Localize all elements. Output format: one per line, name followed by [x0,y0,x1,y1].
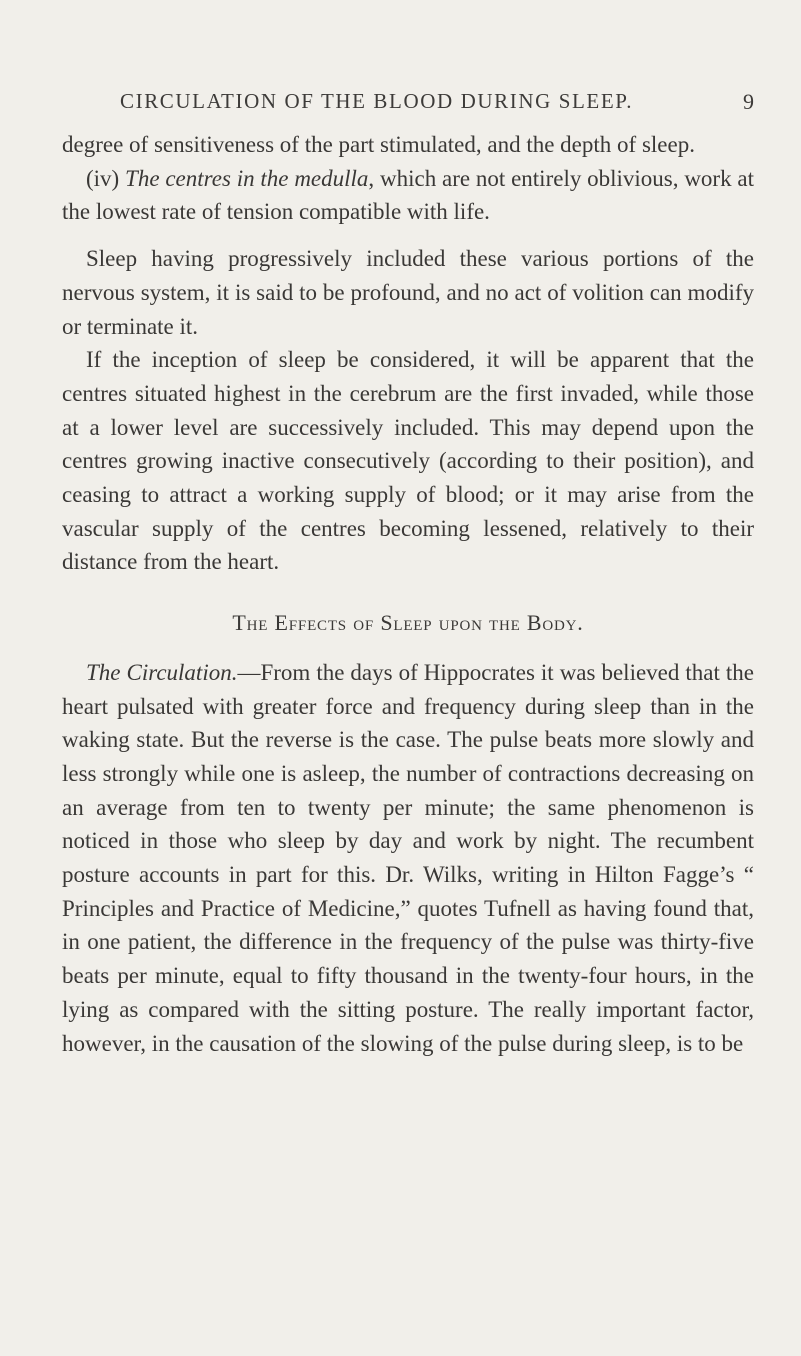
page-number: 9 [743,89,754,114]
paragraph-2-text: , which are not entirely oblivious, work at the lowest rate of tension compatible with life. [62,165,754,225]
paragraph-3: Sleep having progressively included these various portions of the nervous system, it is said to be profound, and no act of volition can modify or terminate it. [62,246,754,339]
subsection-title: The Circulation. [86,659,238,685]
running-title: CIRCULATION OF THE BLOOD DURING SLEEP. [120,89,634,113]
section-heading: The Effects of Sleep upon the Body. [232,610,584,636]
running-head [62,89,754,119]
paragraph-5 [62,656,754,1060]
paragraph-5-text: —From the days of Hippocrates it was believed that the heart pulsated with greater force and frequency during sleep than in the waking state. But the reverse is the case. The pulse beats more slowly and less strongly while one is asleep, the number of contractions decreasing on an average from ten to twenty per minute; the same phenomenon is noticed in those who sleep by day and work by night. The recumbent posture accounts in part for this. Dr. Wilks, writing in Hilton Fagge’s “ Principles and Practice of Medicine,” quotes Tufnell as having found that, in one patient, the difference in the frequency of the pulse was thirty-five beats per minute, equal to fifty thousand in the twenty-four hours, in the lying as compared with the sitting posture. The really important factor, however, in the causation of the slowing of the pulse during sleep, is to be [62,659,754,1056]
body-text [62,128,754,1060]
paragraph-4: If the inception of sleep be considered, it will be apparent that the centres situated highest in the cerebrum are the first invaded, while those at a lower level are successively included. This may depend upon the centres growing inactive consecutively (according to their position), and ceasing to attract a working supply of blood; or it may arise from the vascular supply of the centres becoming lessened, relatively to their distance from the heart. [62,347,754,575]
italic-phrase: The centres in the medulla [125,165,369,191]
list-marker: (iv) [86,165,126,191]
paragraph-2 [62,162,754,229]
paragraph-1: degree of sensitiveness of the part stimulated, and the depth of sleep. [62,132,695,157]
